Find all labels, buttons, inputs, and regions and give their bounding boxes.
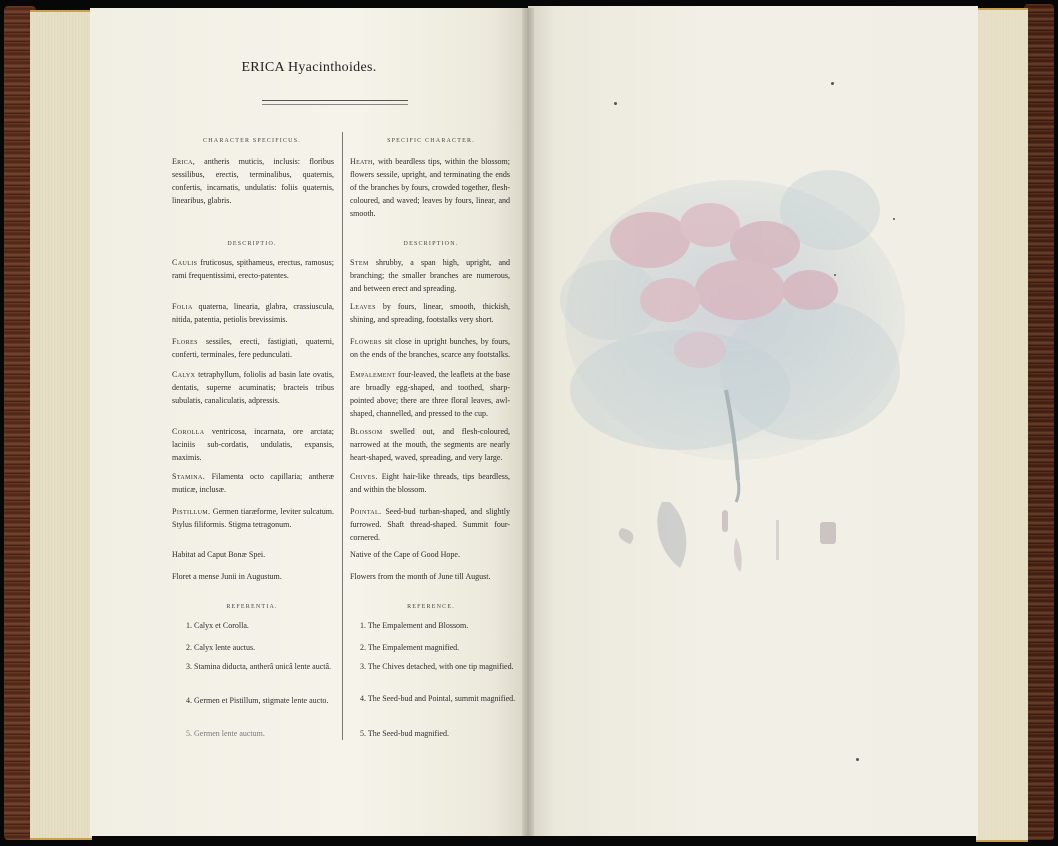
page-title: ERICA Hyacinthoides. [241, 60, 377, 75]
body-text: Filamenta octo capillaria; antheræ muticæ, inclusæ. [172, 472, 334, 494]
body-text: Seed-bud turban-shaped, and slightly furrowed. Shaft thread-shaped. Summit four-cornered. [350, 507, 510, 542]
header-character-latin: CHARACTER SPECIFICUS. [203, 138, 301, 144]
lead-word: Folia [172, 302, 193, 311]
body-text: quaterna, linearia, glabra, crassiuscula, nitida, patentia, petiolis brevissimis. [172, 302, 334, 324]
body-text: by fours, linear, smooth, thickish, shining, and spreading, footstalks very short. [350, 302, 510, 324]
text-page [90, 8, 528, 836]
foxing-spot [614, 102, 617, 105]
lead-word: Flores [172, 337, 198, 346]
description-english-leaves [350, 300, 510, 326]
body-text: sit close in upright bunches, by fours, on the ends of the branches, scarce any footstalks. [350, 337, 511, 359]
reference-latin-1: 1. Calyx et Corolla. [186, 621, 249, 630]
lead-word: Corolla [172, 427, 205, 436]
description-english-flowers [350, 335, 510, 361]
lead-word: Erica, [172, 157, 196, 166]
body-text: shrubby, a span high, upright, and branching; the smaller branches are numerous, and between erect and spreading. [350, 258, 510, 293]
body-text: Eight hair-like threads, tips beardless, and within the blossom. [350, 472, 511, 494]
description-latin-flowers [172, 335, 334, 361]
header-character-english: SPECIFIC CHARACTER. [387, 138, 475, 144]
lead-word: Blossom [350, 427, 383, 436]
book-gutter [522, 8, 534, 836]
habitat-latin: Habitat ad Caput Bonæ Spei. [172, 550, 266, 559]
cover-edge-right [1024, 4, 1054, 840]
description-english-chives [350, 470, 510, 496]
description-english-blossom [350, 425, 510, 464]
lead-word: Chives. [350, 472, 378, 481]
reference-english-5: 5. The Seed-bud magnified. [360, 729, 449, 738]
lead-word: Heath, [350, 157, 375, 166]
page-block-left [30, 10, 92, 840]
flowering-english: Flowers from the month of June till August. [350, 572, 491, 581]
lead-word: Pointal. [350, 507, 382, 516]
page-block-right [976, 8, 1028, 842]
dissection-figures [619, 502, 836, 572]
description-english-calyx [350, 368, 510, 420]
character-latin [172, 155, 334, 207]
foxing-spot [831, 82, 834, 85]
botanical-plate-illustration [540, 150, 960, 620]
description-english-stem [350, 256, 510, 295]
description-latin-pistillum [172, 505, 334, 531]
column-divider [342, 132, 343, 740]
lead-word: Empalement [350, 370, 396, 379]
lead-word: Stem [350, 258, 369, 267]
foxing-spot [834, 274, 836, 276]
lead-word: Stamina. [172, 472, 206, 481]
reference-english-3: 3. The Chives detached, with one tip magnified. [360, 662, 514, 671]
body-text: ventricosa, incarnata, ore arctata; laciniis sub-cordatis, undulatis, expansis, maximis. [172, 427, 335, 462]
foxing-spot [856, 758, 859, 761]
foxing-spot [893, 218, 895, 220]
lead-word: Calyx [172, 370, 196, 379]
body-text: four-leaved, the leaflets at the base are broadly egg-shaped, and toothed, sharp-pointed above; there are three floral leaves, awl-shaped, channelled, and pressed to the cup. [350, 370, 511, 418]
reference-latin-3: 3. Stamina diducta, antherâ unicâ lente auctâ. [186, 662, 332, 671]
header-description-latin: DESCRIPTIO. [227, 241, 277, 247]
body-text: with beardless tips, within the blossom; flowers sessile, upright, and terminating the ends of the branches by fours, crowded together, flesh-coloured, and waved; leaves by fours, linear, and smooth. [350, 157, 510, 218]
description-latin-stem [172, 256, 334, 282]
body-text: sessiles, erecti, fastigiati, quaterni, conferti, terminales, fere pedunculati. [172, 337, 334, 359]
header-references-english: REFERENCE. [407, 604, 455, 610]
header-description-english: DESCRIPTION. [403, 241, 459, 247]
reference-latin-2: 2. Calyx lente auctus. [186, 643, 256, 652]
body-text: Germen tiaræforme, leviter sulcatum. Stylus filiformis. Stigma tetragonum. [172, 507, 334, 529]
reference-english-2: 2. The Empalement magnified. [360, 643, 460, 652]
description-latin-calyx [172, 368, 334, 407]
body-text: fruticosus, spithameus, erectus, ramosus; rami frequentissimi, erecto-patentes. [172, 258, 334, 280]
reference-english-1: 1. The Empalement and Blossom. [360, 621, 469, 630]
habitat-english: Native of the Cape of Good Hope. [350, 550, 460, 559]
header-references-latin: REFERENTIA. [226, 604, 278, 610]
lead-word: Caulis [172, 258, 198, 267]
description-latin-corolla [172, 425, 334, 464]
title-rule [262, 100, 408, 105]
description-english-pointal [350, 505, 510, 544]
body-text: tetraphyllum, foliolis ad basin late ovatis, dentatis, superne acuminatis; bracteis tribus subulatis, canaliculatis, adpressis. [172, 370, 335, 405]
body-text: antheris muticis, inclusis: floribus sessilibus, erectis, terminalibus, quaternis, confertis, incarnatis, undulatis: foliis quaternis, linearibus, glabris. [172, 157, 335, 205]
character-english [350, 155, 510, 220]
lead-word: Leaves [350, 302, 376, 311]
description-latin-leaves [172, 300, 334, 326]
reference-latin-4: 4. Germen et Pistillum, stigmate lente aucto. [186, 696, 329, 705]
reference-latin-5: 5. Germen lente auctum. [186, 729, 265, 738]
reference-english-4: 4. The Seed-bud and Pointal, summit magnified. [360, 694, 516, 703]
flowering-latin: Floret a mense Junii in Augustum. [172, 572, 282, 581]
lead-word: Pistillum. [172, 507, 211, 516]
body-text: swelled out, and flesh-coloured, narrowed at the mouth, the segments are nearly heart-shaped, waved, spreading, and very large. [350, 427, 510, 462]
description-latin-stamina [172, 470, 334, 496]
lead-word: Flowers [350, 337, 382, 346]
